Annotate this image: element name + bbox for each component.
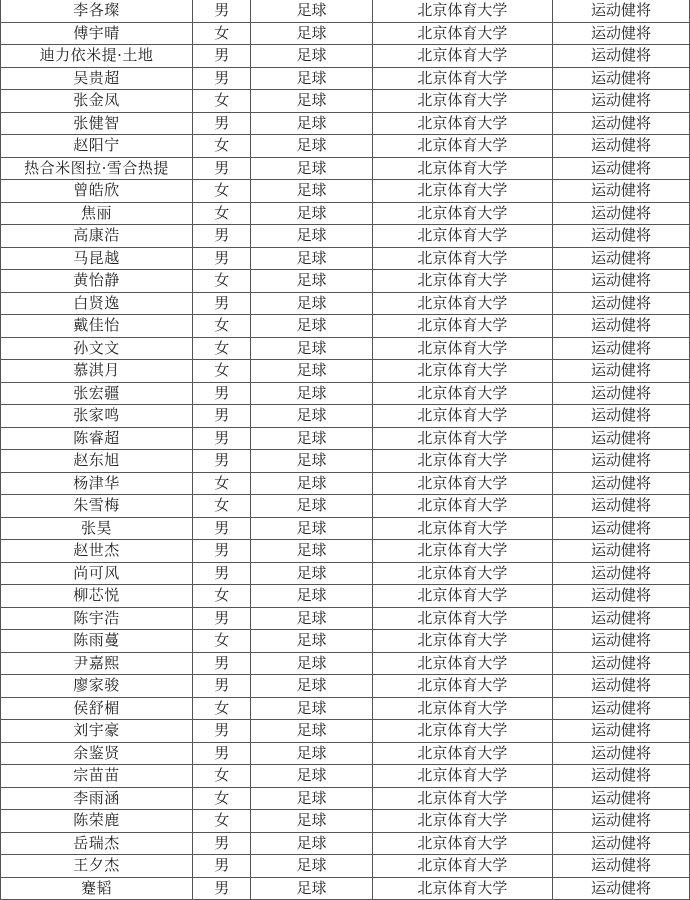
gender-cell: 男: [193, 877, 251, 900]
rank-title-cell: 运动健将: [553, 877, 690, 900]
gender-cell: 男: [193, 675, 251, 698]
rank-title-cell: 运动健将: [553, 697, 690, 720]
table-row: [1, 585, 690, 608]
table-row: [1, 607, 690, 630]
table-row: [1, 315, 690, 338]
university-cell: 北京体育大学: [372, 720, 552, 743]
rank-title-cell: 运动健将: [553, 270, 690, 293]
athlete-name-cell: 尹嘉熙: [1, 652, 193, 675]
table-row: [1, 495, 690, 518]
sport-cell: 足球: [251, 112, 372, 135]
university-cell: 北京体育大学: [372, 225, 552, 248]
sport-cell: 足球: [251, 67, 372, 90]
athlete-name-cell: 蹇韬: [1, 877, 193, 900]
university-cell: 北京体育大学: [372, 540, 552, 563]
university-cell: 北京体育大学: [372, 810, 552, 833]
table-row: [1, 630, 690, 653]
university-cell: 北京体育大学: [372, 742, 552, 765]
gender-cell: 女: [193, 22, 251, 45]
sport-cell: 足球: [251, 495, 372, 518]
gender-cell: 男: [193, 450, 251, 473]
sport-cell: 足球: [251, 315, 372, 338]
sport-cell: 足球: [251, 585, 372, 608]
university-cell: 北京体育大学: [372, 517, 552, 540]
gender-cell: 男: [193, 652, 251, 675]
university-cell: 北京体育大学: [372, 270, 552, 293]
athlete-name-cell: 高康浩: [1, 225, 193, 248]
gender-cell: 女: [193, 360, 251, 383]
table-row: [1, 382, 690, 405]
university-cell: 北京体育大学: [372, 855, 552, 878]
gender-cell: 女: [193, 135, 251, 158]
rank-title-cell: 运动健将: [553, 742, 690, 765]
rank-title-cell: 运动健将: [553, 652, 690, 675]
rank-title-cell: 运动健将: [553, 787, 690, 810]
gender-cell: 男: [193, 292, 251, 315]
table-row: [1, 180, 690, 203]
sport-cell: 足球: [251, 360, 372, 383]
sport-cell: 足球: [251, 45, 372, 68]
athlete-name-cell: 侯舒楣: [1, 697, 193, 720]
table-row: [1, 157, 690, 180]
sport-cell: 足球: [251, 337, 372, 360]
sport-cell: 足球: [251, 630, 372, 653]
university-cell: 北京体育大学: [372, 675, 552, 698]
university-cell: 北京体育大学: [372, 0, 552, 22]
gender-cell: 女: [193, 90, 251, 113]
university-cell: 北京体育大学: [372, 787, 552, 810]
athlete-name-cell: 张昊: [1, 517, 193, 540]
university-cell: 北京体育大学: [372, 877, 552, 900]
university-cell: 北京体育大学: [372, 382, 552, 405]
university-cell: 北京体育大学: [372, 135, 552, 158]
athlete-name-cell: 陈雨蔓: [1, 630, 193, 653]
athlete-name-cell: 陈睿超: [1, 427, 193, 450]
athlete-name-cell: 赵阳宁: [1, 135, 193, 158]
gender-cell: 男: [193, 45, 251, 68]
rank-title-cell: 运动健将: [553, 720, 690, 743]
table-row: [1, 472, 690, 495]
rank-title-cell: 运动健将: [553, 247, 690, 270]
athlete-name-cell: 岳瑞杰: [1, 832, 193, 855]
athlete-name-cell: 迪力依米提·土地: [1, 45, 193, 68]
table-row: [1, 832, 690, 855]
rank-title-cell: 运动健将: [553, 157, 690, 180]
rank-title-cell: 运动健将: [553, 45, 690, 68]
athlete-name-cell: 焦丽: [1, 202, 193, 225]
university-cell: 北京体育大学: [372, 292, 552, 315]
table-row: [1, 360, 690, 383]
table-row: [1, 652, 690, 675]
gender-cell: 女: [193, 585, 251, 608]
gender-cell: 女: [193, 810, 251, 833]
gender-cell: 男: [193, 832, 251, 855]
gender-cell: 女: [193, 270, 251, 293]
gender-cell: 男: [193, 0, 251, 22]
sport-cell: 足球: [251, 765, 372, 788]
athlete-name-cell: 杨津华: [1, 472, 193, 495]
gender-cell: 女: [193, 315, 251, 338]
university-cell: 北京体育大学: [372, 337, 552, 360]
table-row: [1, 45, 690, 68]
rank-title-cell: 运动健将: [553, 630, 690, 653]
rank-title-cell: 运动健将: [553, 540, 690, 563]
athlete-name-cell: 廖家骏: [1, 675, 193, 698]
table-row: [1, 112, 690, 135]
table-row: [1, 787, 690, 810]
sport-cell: 足球: [251, 157, 372, 180]
table-row: [1, 135, 690, 158]
athlete-name-cell: 刘宇豪: [1, 720, 193, 743]
rank-title-cell: 运动健将: [553, 832, 690, 855]
university-cell: 北京体育大学: [372, 405, 552, 428]
athlete-name-cell: 张健智: [1, 112, 193, 135]
table-row: [1, 562, 690, 585]
gender-cell: 男: [193, 247, 251, 270]
rank-title-cell: 运动健将: [553, 495, 690, 518]
university-cell: 北京体育大学: [372, 315, 552, 338]
athlete-name-cell: 张宏疆: [1, 382, 193, 405]
sport-cell: 足球: [251, 427, 372, 450]
gender-cell: 男: [193, 427, 251, 450]
gender-cell: 女: [193, 472, 251, 495]
gender-cell: 男: [193, 112, 251, 135]
gender-cell: 男: [193, 517, 251, 540]
gender-cell: 女: [193, 202, 251, 225]
sport-cell: 足球: [251, 675, 372, 698]
table-row: [1, 202, 690, 225]
athlete-name-cell: 白贤逸: [1, 292, 193, 315]
university-cell: 北京体育大学: [372, 22, 552, 45]
sport-cell: 足球: [251, 247, 372, 270]
sport-cell: 足球: [251, 832, 372, 855]
sport-cell: 足球: [251, 0, 372, 22]
rank-title-cell: 运动健将: [553, 292, 690, 315]
table-row: [1, 450, 690, 473]
athlete-name-cell: 尚可风: [1, 562, 193, 585]
sport-cell: 足球: [251, 382, 372, 405]
table-row: [1, 0, 690, 22]
sport-cell: 足球: [251, 697, 372, 720]
table-row: [1, 742, 690, 765]
sport-cell: 足球: [251, 472, 372, 495]
university-cell: 北京体育大学: [372, 90, 552, 113]
table-row: [1, 765, 690, 788]
gender-cell: 女: [193, 765, 251, 788]
athlete-name-cell: 余鉴贤: [1, 742, 193, 765]
rank-title-cell: 运动健将: [553, 810, 690, 833]
rank-title-cell: 运动健将: [553, 517, 690, 540]
gender-cell: 男: [193, 720, 251, 743]
sport-cell: 足球: [251, 607, 372, 630]
athlete-name-cell: 李各璨: [1, 0, 193, 22]
university-cell: 北京体育大学: [372, 112, 552, 135]
athlete-name-cell: 陈宇浩: [1, 607, 193, 630]
sport-cell: 足球: [251, 652, 372, 675]
university-cell: 北京体育大学: [372, 652, 552, 675]
rank-title-cell: 运动健将: [553, 0, 690, 22]
athlete-name-cell: 曾皓欣: [1, 180, 193, 203]
sport-cell: 足球: [251, 202, 372, 225]
university-cell: 北京体育大学: [372, 247, 552, 270]
sport-cell: 足球: [251, 720, 372, 743]
gender-cell: 男: [193, 562, 251, 585]
rank-title-cell: 运动健将: [553, 765, 690, 788]
athlete-name-cell: 马昆越: [1, 247, 193, 270]
athlete-name-cell: 陈荣鹿: [1, 810, 193, 833]
sport-cell: 足球: [251, 810, 372, 833]
gender-cell: 男: [193, 67, 251, 90]
rank-title-cell: 运动健将: [553, 427, 690, 450]
roster-table-body: [1, 0, 690, 900]
table-row: [1, 292, 690, 315]
university-cell: 北京体育大学: [372, 360, 552, 383]
table-row: [1, 405, 690, 428]
athlete-name-cell: 柳芯悦: [1, 585, 193, 608]
university-cell: 北京体育大学: [372, 585, 552, 608]
university-cell: 北京体育大学: [372, 495, 552, 518]
rank-title-cell: 运动健将: [553, 675, 690, 698]
sport-cell: 足球: [251, 742, 372, 765]
university-cell: 北京体育大学: [372, 67, 552, 90]
athlete-name-cell: 戴佳怡: [1, 315, 193, 338]
sport-cell: 足球: [251, 22, 372, 45]
rank-title-cell: 运动健将: [553, 67, 690, 90]
gender-cell: 女: [193, 495, 251, 518]
university-cell: 北京体育大学: [372, 427, 552, 450]
sport-cell: 足球: [251, 405, 372, 428]
university-cell: 北京体育大学: [372, 157, 552, 180]
table-row: [1, 877, 690, 900]
athlete-name-cell: 热合米图拉·雪合热提: [1, 157, 193, 180]
table-row: [1, 67, 690, 90]
university-cell: 北京体育大学: [372, 450, 552, 473]
athlete-name-cell: 朱雪梅: [1, 495, 193, 518]
table-row: [1, 720, 690, 743]
university-cell: 北京体育大学: [372, 45, 552, 68]
rank-title-cell: 运动健将: [553, 135, 690, 158]
rank-title-cell: 运动健将: [553, 90, 690, 113]
table-row: [1, 225, 690, 248]
athlete-name-cell: 张家鸣: [1, 405, 193, 428]
university-cell: 北京体育大学: [372, 832, 552, 855]
table-row: [1, 22, 690, 45]
rank-title-cell: 运动健将: [553, 472, 690, 495]
gender-cell: 女: [193, 697, 251, 720]
sport-cell: 足球: [251, 180, 372, 203]
gender-cell: 男: [193, 607, 251, 630]
rank-title-cell: 运动健将: [553, 225, 690, 248]
university-cell: 北京体育大学: [372, 630, 552, 653]
table-row: [1, 540, 690, 563]
gender-cell: 男: [193, 157, 251, 180]
rank-title-cell: 运动健将: [553, 405, 690, 428]
sport-cell: 足球: [251, 540, 372, 563]
sport-cell: 足球: [251, 562, 372, 585]
table-row: [1, 90, 690, 113]
rank-title-cell: 运动健将: [553, 337, 690, 360]
table-row: [1, 675, 690, 698]
table-row: [1, 270, 690, 293]
rank-title-cell: 运动健将: [553, 382, 690, 405]
sport-cell: 足球: [251, 517, 372, 540]
sport-cell: 足球: [251, 90, 372, 113]
athlete-name-cell: 宗苗苗: [1, 765, 193, 788]
sport-cell: 足球: [251, 135, 372, 158]
university-cell: 北京体育大学: [372, 607, 552, 630]
university-cell: 北京体育大学: [372, 765, 552, 788]
athlete-name-cell: 慕淇月: [1, 360, 193, 383]
sport-cell: 足球: [251, 787, 372, 810]
university-cell: 北京体育大学: [372, 562, 552, 585]
university-cell: 北京体育大学: [372, 180, 552, 203]
athlete-name-cell: 张金凤: [1, 90, 193, 113]
rank-title-cell: 运动健将: [553, 360, 690, 383]
table-row: [1, 247, 690, 270]
gender-cell: 男: [193, 742, 251, 765]
rank-title-cell: 运动健将: [553, 315, 690, 338]
university-cell: 北京体育大学: [372, 472, 552, 495]
rank-title-cell: 运动健将: [553, 450, 690, 473]
table-row: [1, 810, 690, 833]
rank-title-cell: 运动健将: [553, 22, 690, 45]
rank-title-cell: 运动健将: [553, 202, 690, 225]
gender-cell: 男: [193, 225, 251, 248]
athlete-name-cell: 李雨涵: [1, 787, 193, 810]
athlete-name-cell: 傅宇晴: [1, 22, 193, 45]
rank-title-cell: 运动健将: [553, 585, 690, 608]
rank-title-cell: 运动健将: [553, 112, 690, 135]
university-cell: 北京体育大学: [372, 697, 552, 720]
gender-cell: 女: [193, 630, 251, 653]
rank-title-cell: 运动健将: [553, 180, 690, 203]
table-row: [1, 517, 690, 540]
gender-cell: 女: [193, 337, 251, 360]
rank-title-cell: 运动健将: [553, 855, 690, 878]
athlete-name-cell: 赵世杰: [1, 540, 193, 563]
athlete-name-cell: 赵东旭: [1, 450, 193, 473]
table-row: [1, 855, 690, 878]
rank-title-cell: 运动健将: [553, 607, 690, 630]
sport-cell: 足球: [251, 225, 372, 248]
athlete-name-cell: 黄怡静: [1, 270, 193, 293]
sport-cell: 足球: [251, 450, 372, 473]
table-row: [1, 337, 690, 360]
table-row: [1, 697, 690, 720]
sport-cell: 足球: [251, 270, 372, 293]
table-row: [1, 427, 690, 450]
sport-cell: 足球: [251, 877, 372, 900]
gender-cell: 男: [193, 855, 251, 878]
gender-cell: 女: [193, 180, 251, 203]
sport-cell: 足球: [251, 855, 372, 878]
gender-cell: 男: [193, 405, 251, 428]
gender-cell: 女: [193, 787, 251, 810]
university-cell: 北京体育大学: [372, 202, 552, 225]
gender-cell: 男: [193, 540, 251, 563]
sport-cell: 足球: [251, 292, 372, 315]
gender-cell: 男: [193, 382, 251, 405]
athlete-name-cell: 吴贵超: [1, 67, 193, 90]
rank-title-cell: 运动健将: [553, 562, 690, 585]
athlete-name-cell: 王夕杰: [1, 855, 193, 878]
athlete-name-cell: 孙文文: [1, 337, 193, 360]
